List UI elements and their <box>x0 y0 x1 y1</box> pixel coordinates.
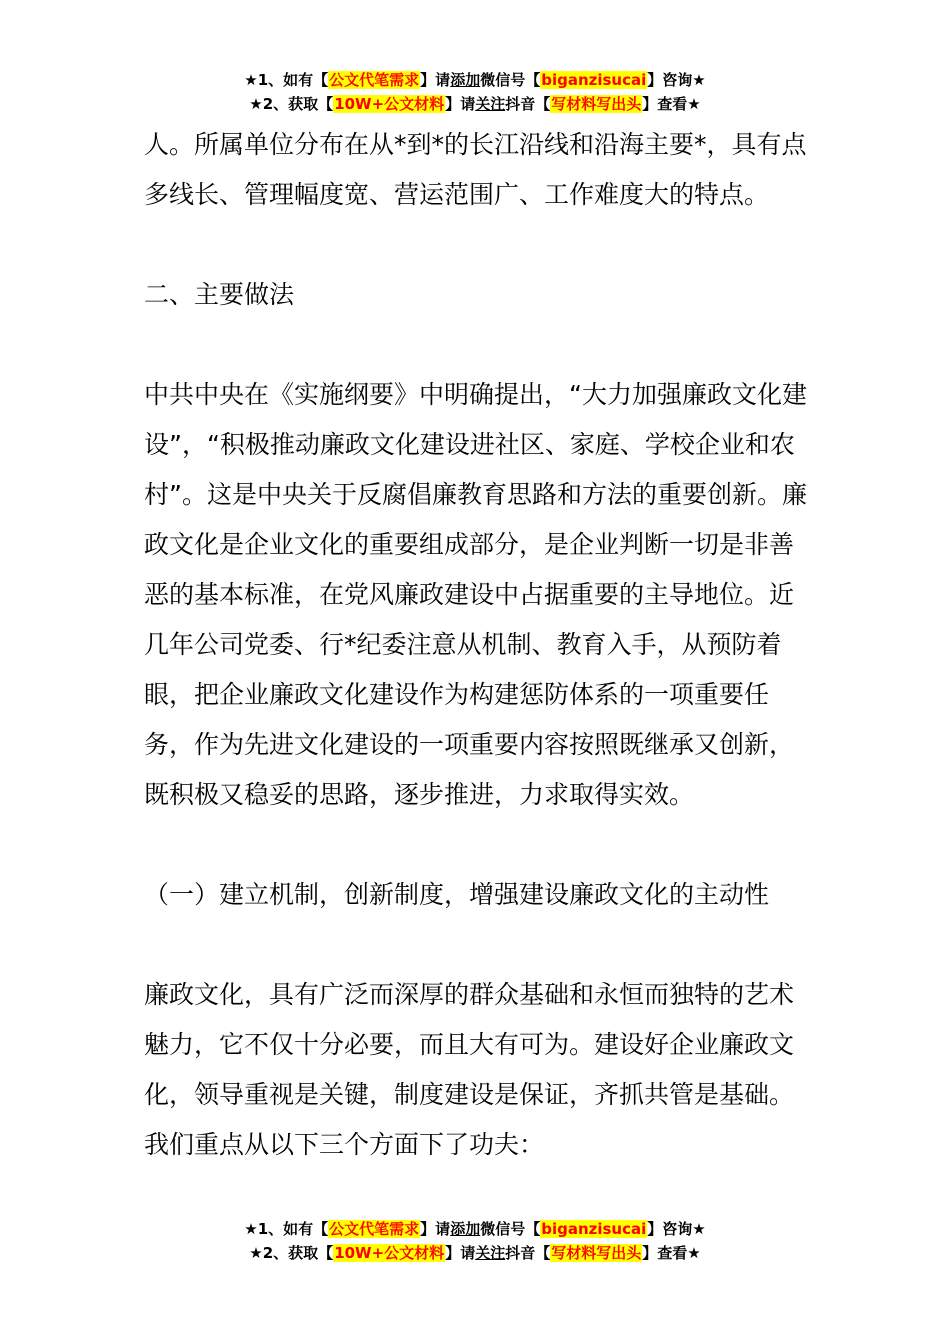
subsection-heading: （一）建立机制，创新制度，增强建设廉政文化的主动性 <box>144 880 770 909</box>
banner-text: ★2、获取【 <box>249 95 334 113</box>
highlight-douyin-account: 写材料写出头 <box>551 95 642 113</box>
banner-text: 抖音【 <box>505 95 551 113</box>
paragraph: 人。所属单位分布在从*到*的长江沿线和沿海主要*，具有点多线长、管理幅度宽、营运范围广、工作难度大的特点。 <box>144 130 807 209</box>
highlight-service: 公文代笔需求 <box>329 71 420 89</box>
paragraph: 中共中央在《实施纲要》中明确提出，“大力加强廉政文化建设”，“积极推动廉政文化建设进社区、家庭、学校企业和农村”。这是中央关于反腐倡廉教育思路和方法的重要创新。廉政文化是企业文化的重要组成部分，是企业判断一切是非善恶的基本标准，在党风廉政建设中占据重要的主导地位。近几年公司党委、行*纪委注意从机制、教育入手，从预防着眼，把企业廉政文化建设作为构建惩防体系的一项重要任务，作为先进文化建设的一项重要内容按照既继承又创新，既积极又稳妥的思路，逐步推进，力求取得实效。 <box>144 380 807 809</box>
banner-text: ★1、如有【 <box>244 1220 329 1238</box>
banner-line-2 <box>0 1241 950 1265</box>
highlight-materials: 10W+公文材料 <box>334 95 445 113</box>
banner-text: 】请 <box>445 95 476 113</box>
banner-line-1 <box>0 68 950 92</box>
banner-text: 】咨询★ <box>647 71 706 89</box>
banner-text: 】请 <box>445 1244 476 1262</box>
underlined-word: 关注 <box>475 1244 506 1262</box>
highlight-materials: 10W+公文材料 <box>334 1244 445 1262</box>
banner-text: 】咨询★ <box>647 1220 706 1238</box>
banner-text: ★2、获取【 <box>249 1244 334 1262</box>
paragraph: 廉政文化，具有广泛而深厚的群众基础和永恒而独特的艺术魅力，它不仅十分必要，而且大有可为。建设好企业廉政文化，领导重视是关键，制度建设是保证，齐抓共管是基础。我们重点从以下三个方面下了功夫： <box>144 980 795 1159</box>
underlined-word: 添加 <box>450 1220 481 1238</box>
footer-banner <box>0 1217 950 1265</box>
underlined-word: 添加 <box>450 71 481 89</box>
banner-text: ★1、如有【 <box>244 71 329 89</box>
document-body <box>144 120 808 1170</box>
highlight-douyin-account: 写材料写出头 <box>551 1244 642 1262</box>
highlight-wechat-id: biganzisucai <box>541 1220 647 1238</box>
header-banner <box>0 68 950 116</box>
banner-text: 微信号【 <box>480 71 541 89</box>
section-heading: 二、主要做法 <box>144 280 295 309</box>
banner-text: 】查看★ <box>642 95 701 113</box>
banner-text: 】查看★ <box>642 1244 701 1262</box>
banner-text: 微信号【 <box>480 1220 541 1238</box>
underlined-word: 关注 <box>475 95 506 113</box>
highlight-service: 公文代笔需求 <box>329 1220 420 1238</box>
banner-text: 】请 <box>420 71 451 89</box>
highlight-wechat-id: biganzisucai <box>541 71 647 89</box>
banner-text: 抖音【 <box>505 1244 551 1262</box>
banner-line-1 <box>0 1217 950 1241</box>
banner-line-2 <box>0 92 950 116</box>
banner-text: 】请 <box>420 1220 451 1238</box>
